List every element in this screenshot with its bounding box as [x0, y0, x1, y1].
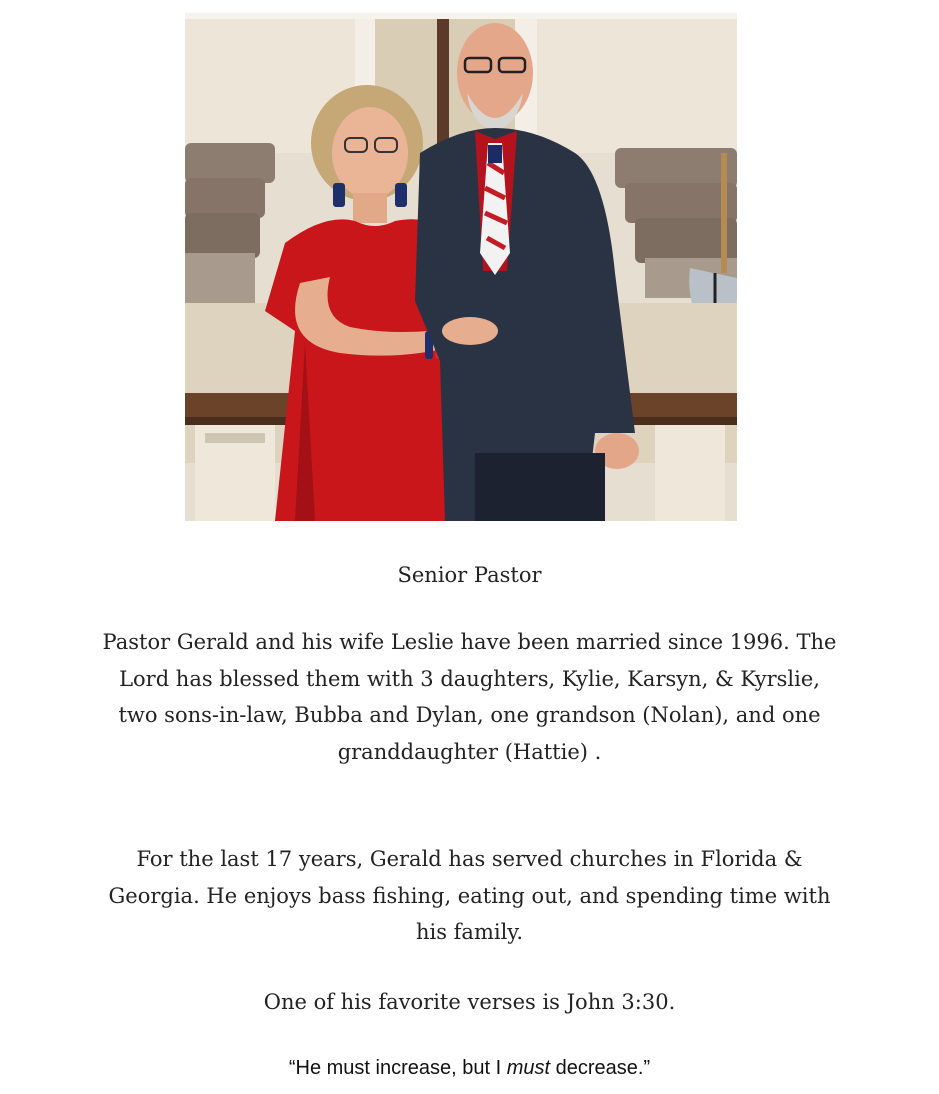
page-title: Senior Pastor: [397, 563, 542, 587]
pastor-couple-photo: [185, 13, 737, 521]
favorite-verse-paragraph: One of his favorite verses is John 3:30.: [263, 990, 676, 1014]
verse-quote-before: “He must increase, but I: [288, 1057, 507, 1079]
verse-quote-emphasis: must: [506, 1057, 551, 1079]
verse-quote: [0, 1053, 939, 1083]
verse-quote-after: decrease.”: [550, 1057, 651, 1079]
family-paragraph: Pastor Gerald and his wife Leslie have been married since 1996. The Lord has blessed them with 3 daughters, Kylie, Karsyn, & Kyrslie, two sons-in-law, Bubba and Dylan, one grandson (Nolan), and one granddaughter (Hattie) .: [102, 630, 837, 764]
photo-illustration: [185, 13, 737, 521]
ministry-paragraph: For the last 17 years, Gerald has served churches in Florida & Georgia. He enjoys bass fishing, eating out, and spending time with his family.: [108, 847, 831, 944]
